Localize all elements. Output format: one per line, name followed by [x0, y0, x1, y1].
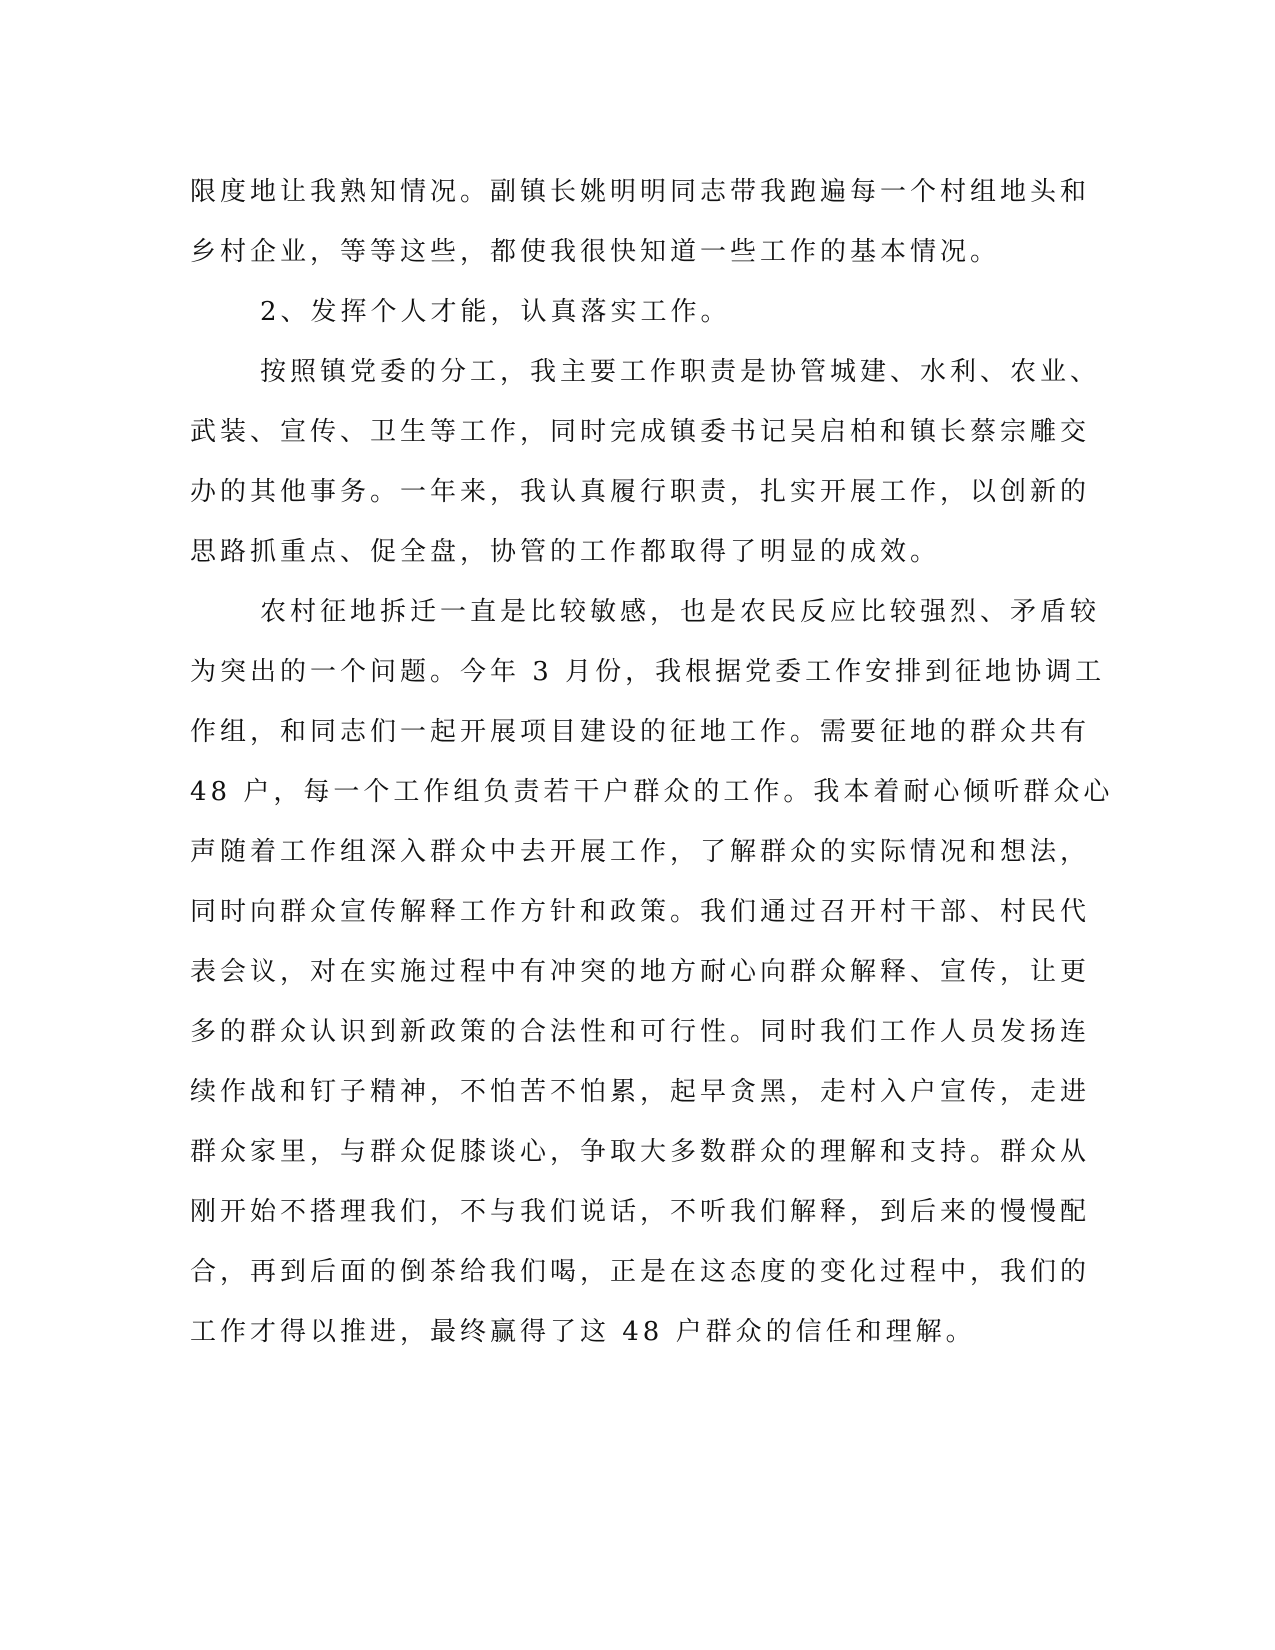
text-line: 武装、宣传、卫生等工作，同时完成镇委书记吴启柏和镇长蔡宗雕交 — [190, 417, 1091, 447]
paragraph-3 — [190, 342, 1101, 582]
text-line: 48 户，每一个工作组负责若干户群众的工作。我本着耐心倾听群众心 — [190, 777, 1114, 807]
paragraph-4 — [190, 582, 1114, 1362]
paragraph-2-heading — [190, 282, 1075, 342]
text-line: 办的其他事务。一年来，我认真履行职责，扎实开展工作，以创新的 — [190, 477, 1091, 507]
document-body — [190, 162, 1114, 1362]
text-line: 农村征地拆迁一直是比较敏感，也是农民反应比较强烈、矛盾较 — [260, 597, 1101, 627]
text-line: 表会议，对在实施过程中有冲突的地方耐心向群众解释、宣传，让更 — [190, 957, 1091, 987]
text-line: 续作战和钉子精神，不怕苦不怕累，起早贪黑，走村入户宣传，走进 — [190, 1077, 1091, 1107]
text-line: 刚开始不搭理我们，不与我们说话，不听我们解释，到后来的慢慢配 — [190, 1197, 1091, 1227]
paragraph-1 — [190, 162, 1091, 282]
text-line: 乡村企业，等等这些，都使我很快知道一些工作的基本情况。 — [190, 237, 1001, 267]
text-line: 为突出的一个问题。今年 3 月份，我根据党委工作安排到征地协调工 — [190, 657, 1106, 687]
text-line: 工作才得以推进，最终赢得了这 48 户群众的信任和理解。 — [190, 1317, 976, 1347]
text-line: 同时向群众宣传解释工作方针和政策。我们通过召开村干部、村民代 — [190, 897, 1091, 927]
section-heading: 2、发挥个人才能，认真落实工作。 — [260, 297, 731, 327]
text-line: 群众家里，与群众促膝谈心，争取大多数群众的理解和支持。群众从 — [190, 1137, 1091, 1167]
text-line: 思路抓重点、促全盘，协管的工作都取得了明显的成效。 — [190, 537, 941, 567]
text-line: 作组，和同志们一起开展项目建设的征地工作。需要征地的群众共有 — [190, 717, 1091, 747]
text-line: 多的群众认识到新政策的合法性和可行性。同时我们工作人员发扬连 — [190, 1017, 1091, 1047]
text-line: 声随着工作组深入群众中去开展工作，了解群众的实际情况和想法， — [190, 837, 1091, 867]
text-line: 合，再到后面的倒茶给我们喝，正是在这态度的变化过程中，我们的 — [190, 1257, 1091, 1287]
text-line: 限度地让我熟知情况。副镇长姚明明同志带我跑遍每一个村组地头和 — [190, 177, 1091, 207]
text-line: 按照镇党委的分工，我主要工作职责是协管城建、水利、农业、 — [260, 357, 1101, 387]
